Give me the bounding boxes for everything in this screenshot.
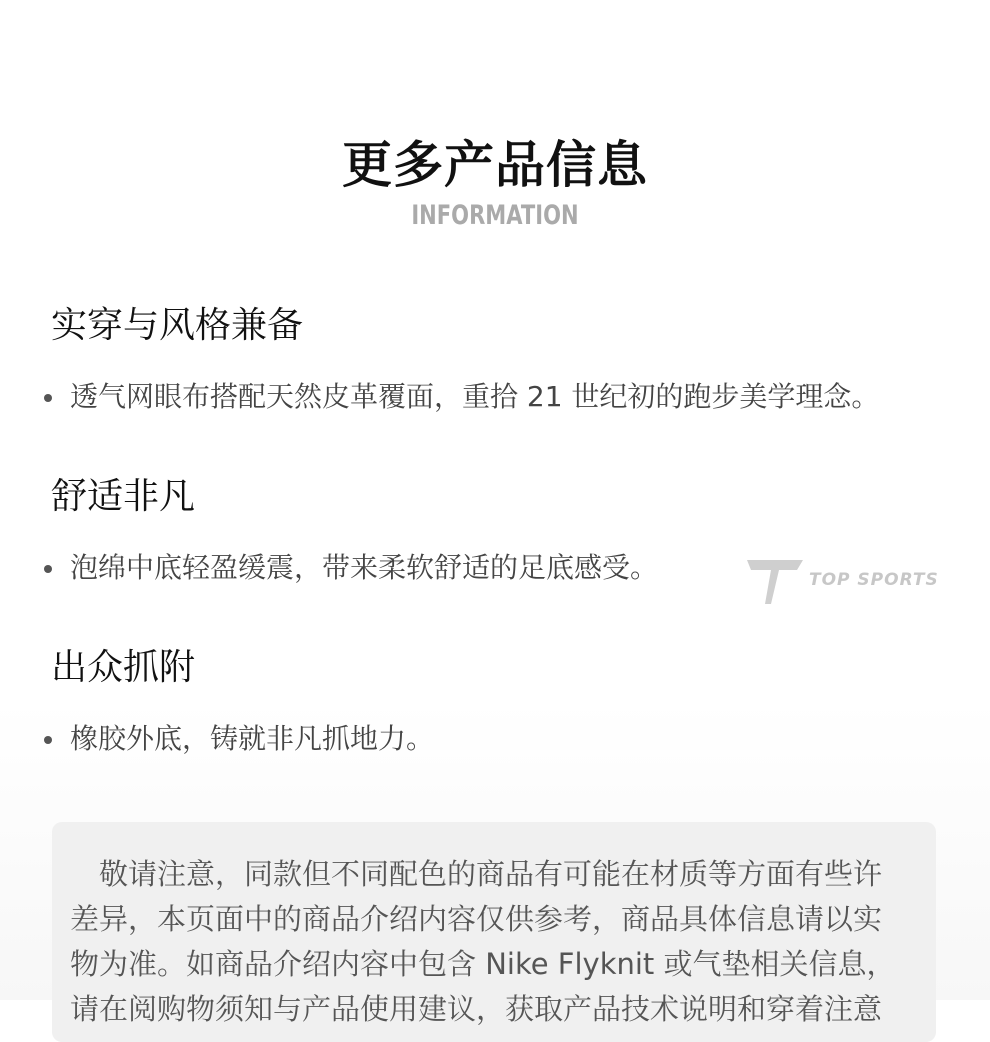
page-subtitle: INFORMATION (411, 200, 579, 231)
section-heading-grip: 出众抓附 (51, 647, 196, 688)
bullet-dot-icon (44, 565, 52, 573)
bullet-dot-icon (44, 736, 52, 744)
bullet-text: 泡绵中底轻盈缓震，带来柔软舒适的足底感受。 (70, 551, 659, 584)
watermark-text: TOP SPORTS (809, 570, 939, 590)
section-heading-comfort: 舒适非凡 (51, 476, 196, 517)
section-heading-style: 实穿与风格兼备 (51, 305, 304, 346)
notice-box (52, 822, 936, 1042)
notice-line: 敬请注意，同款但不同配色的商品有可能在材质等方面有些许 (70, 857, 883, 891)
topsports-watermark (745, 556, 939, 608)
bullet-text: 橡胶外底，铸就非凡抓地力。 (70, 722, 435, 755)
bullet-dot-icon (44, 394, 52, 402)
topsports-logo-icon (745, 556, 805, 608)
notice-line: 物为准。如商品介绍内容中包含 Nike Flyknit 或气垫相关信息， (70, 947, 896, 981)
bullet-text: 透气网眼布搭配天然皮革覆面，重拾 21 世纪初的跑步美学理念。 (70, 380, 880, 413)
notice-line: 请在阅购物须知与产品使用建议，获取产品技术说明和穿着注意 (70, 992, 883, 1026)
page-title: 更多产品信息 (342, 136, 648, 194)
notice-line: 差异，本页面中的商品介绍内容仅供参考，商品具体信息请以实 (70, 902, 883, 936)
